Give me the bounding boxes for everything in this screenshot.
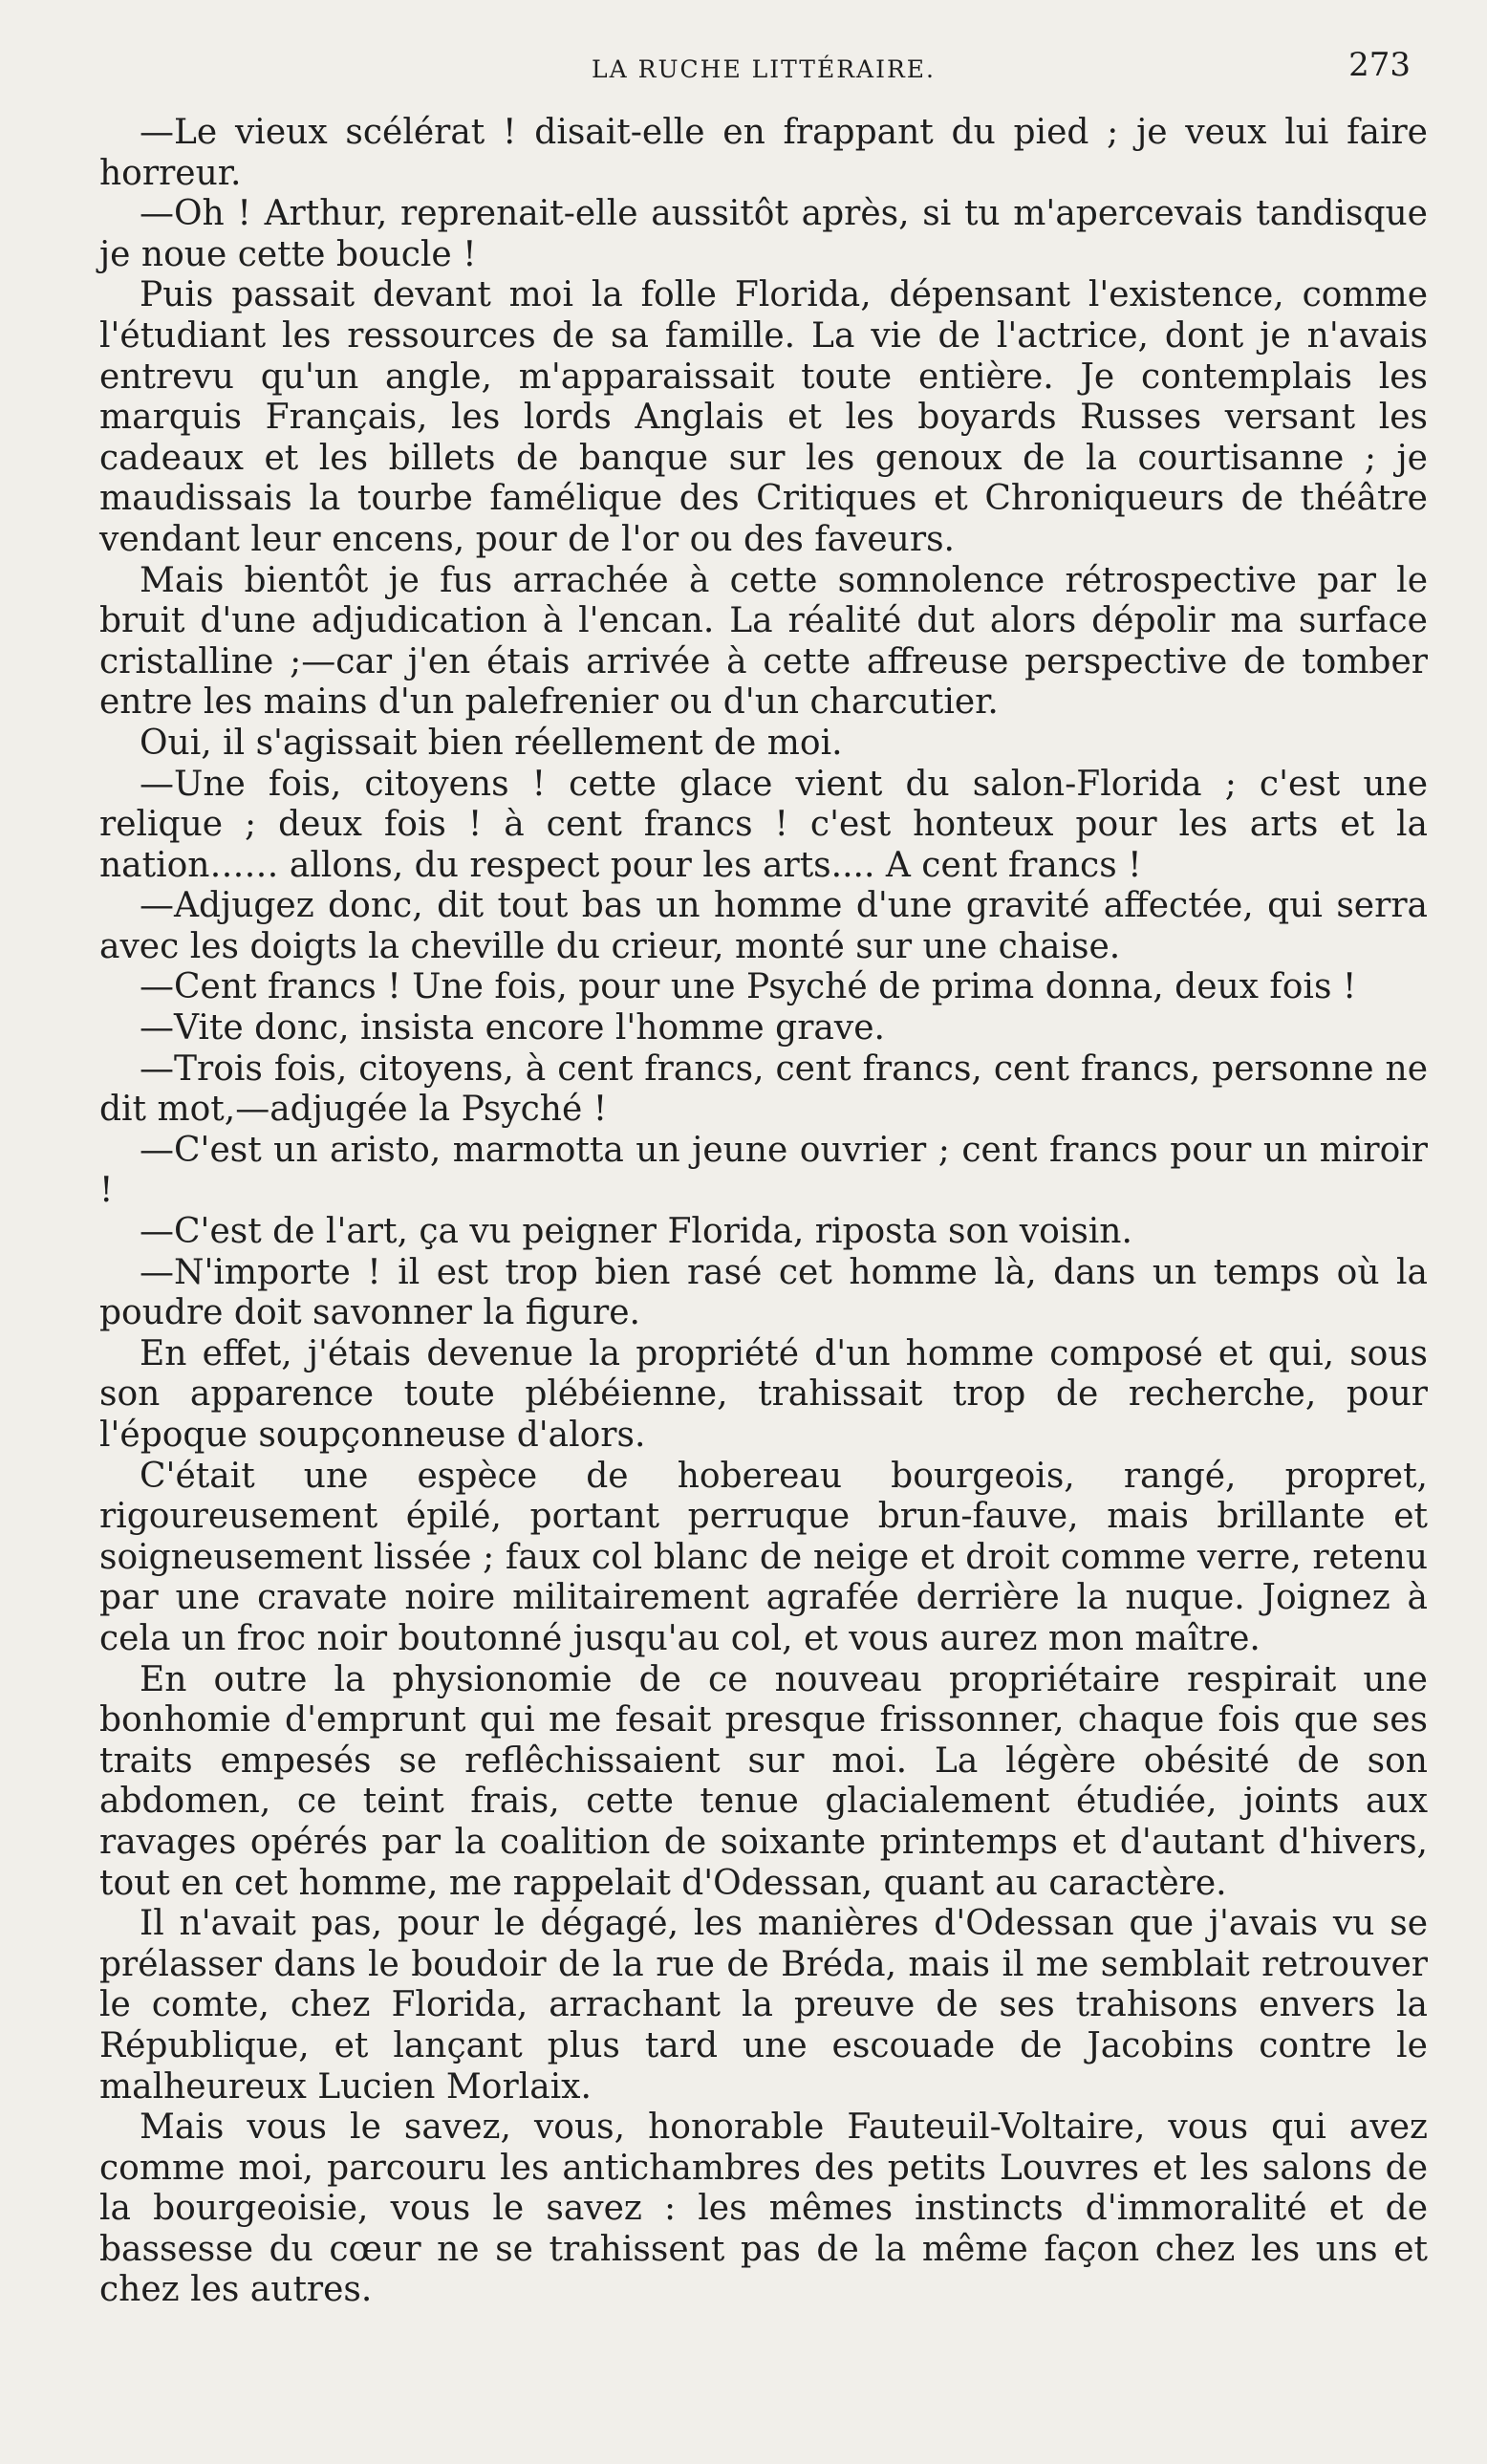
paragraph: En effet, j'étais devenue la propriété d'un homme composé et qui, sous son apparence toute plébéienne, trahissait trop de recherche, pour l'époque soupçonneuse d'alors.: [99, 1333, 1428, 1455]
paragraph: —N'importe ! il est trop bien rasé cet homme là, dans un temps où la poudre doit savonner la figure.: [99, 1252, 1428, 1333]
paragraph: —Une fois, citoyens ! cette glace vient du salon-Florida ; c'est une relique ; deux fois ! à cent francs ! c'est honteux pour les arts et la nation…… allons, du respect pour les arts.... A cent francs !: [99, 764, 1428, 885]
paragraph: —Trois fois, citoyens, à cent francs, cent francs, cent francs, personne ne dit mot,—adjugée la Psyché !: [99, 1048, 1428, 1130]
paragraph: Mais vous le savez, vous, honorable Fauteuil-Voltaire, vous qui avez comme moi, parcouru les antichambres des petits Louvres et les salons de la bourgeoisie, vous le savez : les mêmes instincts d'immoralité et de bassesse du cœur ne se trahissent pas de la même façon chez les uns et chez les autres.: [99, 2107, 1428, 2310]
paragraph: —Le vieux scélérat ! disait-elle en frappant du pied ; je veux lui faire horreur.: [99, 113, 1428, 193]
paragraph: —C'est de l'art, ça vu peigner Florida, riposta son voisin.: [140, 1212, 1132, 1252]
page-number: 273: [1348, 46, 1411, 84]
paragraph: —Cent francs ! Une fois, pour une Psyché de prima donna, deux fois !: [140, 967, 1357, 1007]
paragraph: —Vite donc, insista encore l'homme grave.: [140, 1008, 885, 1048]
running-title: LA RUCHE LITTÉRAIRE.: [592, 55, 936, 83]
paragraph: Oui, il s'agissait bien réellement de moi.: [140, 723, 843, 763]
paragraph: Puis passait devant moi la folle Florida, dépensant l'existence, comme l'étudiant les ressources de sa famille. La vie de l'actrice, dont je n'avais entrevu qu'un angle, m'apparaissait toute entière. Je contemplais les marquis Français, les lords Anglais et les boyards Russes versant les cadeaux et les billets de banque sur les genoux de la courtisanne ; je maudissais la tourbe famélique des Critiques et Chroniqueurs de théâtre vendant leur encens, pour de l'or ou des faveurs.: [99, 275, 1428, 559]
body-text: [99, 113, 1428, 2311]
paragraph: C'était une espèce de hobereau bourgeois, rangé, propret, rigoureusement épilé, portant perruque brun-fauve, mais brillante et soigneusement lissée ; faux col blanc de neige et droit comme verre, retenu par une cravate noire militairement agrafée derrière la nuque. Joignez à cela un froc noir boutonné jusqu'au col, et vous aurez mon maître.: [99, 1456, 1428, 1658]
running-head: [99, 46, 1428, 103]
paragraph: —Oh ! Arthur, reprenait-elle aussitôt après, si tu m'apercevais tandisque je noue cette boucle !: [99, 194, 1428, 274]
paragraph: En outre la physionomie de ce nouveau propriétaire respirait une bonhomie d'emprunt qui me fesait presque frissonner, chaque fois que ses traits empesés se reflêchissaient sur moi. La légère obésité de son abdomen, ce teint frais, cette tenue glacialement étudiée, joints aux ravages opérés par la coalition de soixante printemps et d'autant d'hivers, tout en cet homme, me rappelait d'Odessan, quant au caractère.: [99, 1659, 1428, 1903]
paragraph: —C'est un aristo, marmotta un jeune ouvrier ; cent francs pour un miroir !: [99, 1130, 1428, 1211]
paragraph: Il n'avait pas, pour le dégagé, les manières d'Odessan que j'avais vu se prélasser dans le boudoir de la rue de Bréda, mais il me semblait retrouver le comte, chez Florida, arrachant la preuve de ses trahisons envers la République, et lançant plus tard une escouade de Jacobins contre le malheureux Lucien Morlaix.: [99, 1904, 1428, 2107]
paragraph: —Adjugez donc, dit tout bas un homme d'une gravité affectée, qui serra avec les doigts la cheville du crieur, monté sur une chaise.: [99, 886, 1428, 966]
paragraph: Mais bientôt je fus arrachée à cette somnolence rétrospective par le bruit d'une adjudication à l'encan. La réalité dut alors dépolir ma surface cristalline ;—car j'en étais arrivée à cette affreuse perspective de tomber entre les mains d'un palefrenier ou d'un charcutier.: [99, 560, 1428, 723]
